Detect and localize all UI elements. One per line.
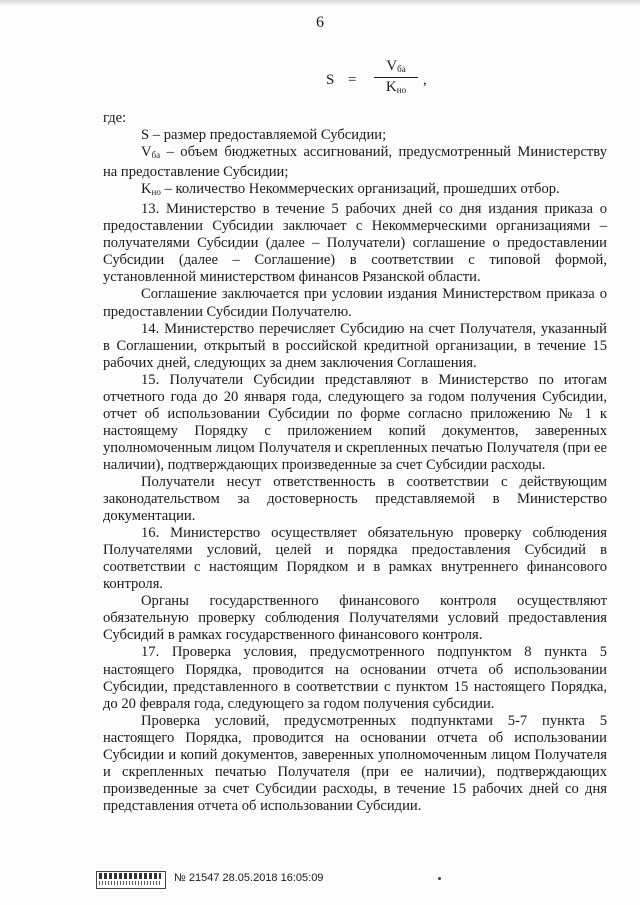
k-subscript: но	[151, 187, 161, 198]
paragraph-16-continued: Органы государственного финансового контроля осуществляют обязательную проверку соблюдения Получателями условий предоставления Субсидий в рамках государственного финансового контроля.	[103, 593, 607, 644]
scan-edge	[0, 0, 640, 6]
k-letter: K	[141, 181, 152, 198]
paragraph-14: 14. Министерство перечисляет Субсидию на счет Получателя, указанный в Соглашении, открытый в российской кредитной организации, в течение 15 рабочих дней, следующих за днем заключения Соглашения.	[103, 320, 607, 371]
v-letter: V	[141, 144, 152, 161]
formula-fraction	[374, 58, 418, 97]
denominator-letter: K	[385, 79, 397, 95]
body-text	[103, 110, 607, 815]
paragraph-16: 16. Министерство осуществляет обязательную проверку соблюдения Получателями условий, целей и порядка предоставления Субсидий в соответствии с настоящим Порядком и в рамках внутреннего финансового контроля.	[103, 525, 607, 593]
paragraph-s-definition: S – размер предоставляемой Субсидии;	[141, 127, 387, 144]
paragraph-v-definition	[103, 144, 607, 181]
page-number: 6	[316, 14, 324, 31]
formula-equals: =	[348, 72, 357, 88]
denominator-subscript: но	[396, 85, 407, 95]
v-definition-text: – объем бюджетных ассигнований, предусмотренный Министерству на предоставление Субсидии;	[103, 144, 607, 181]
paragraph-15-continued: Получатели несут ответственность в соответствии с действующим законодательством за достоверность представляемой в Министерство документации.	[103, 473, 607, 525]
paragraph-17: 17. Проверка условия, предусмотренного подпунктом 8 пункта 5 настоящего Порядка, проводится на основании отчета об использовании Субсидии, представленного в соответствии с пунктом 15 настоящего Порядка, до 20 февраля года, следующего за годом получения субсидии.	[103, 644, 607, 712]
v-subscript: ба	[151, 150, 161, 161]
paragraph-k-definition	[103, 181, 607, 201]
paragraph-where: где:	[103, 110, 127, 126]
formula-comma: ,	[423, 72, 427, 88]
subsidy-formula	[326, 58, 466, 104]
registration-stamp: № 21547 28.05.2018 16:05:09	[174, 872, 324, 884]
formula-denominator	[374, 78, 418, 97]
document-footer	[96, 871, 376, 889]
scan-speck	[438, 877, 441, 880]
formula-lhs: S	[326, 72, 335, 88]
paragraph-13-continued: Соглашение заключается при условии издания Министерством приказа о предоставлении Субсидии Получателю.	[103, 286, 607, 320]
paragraph-15: 15. Получатели Субсидии представляют в Министерство по итогам отчетного года до 20 января года, следующего за годом получения Субсидии, отчет об использовании Субсидии по форме согласно приложению № 1 к настоящему Порядку с приложением копий документов, заверенных уполномоченным лицом Получателя и скрепленных печатью Получателя (при ее наличии), подтверждающих произведенные за счет Субсидии расходы.	[103, 371, 607, 473]
paragraph-17-continued: Проверка условий, предусмотренных подпунктами 5-7 пункта 5 настоящего Порядка, проводится на основании отчета об использовании Субсидии и копий документов, заверенных уполномоченным лицом Получателя и скрепленных печатью Получателя (при ее наличии), подтверждающих произведенные за счет Субсидии расходы, в течение 15 рабочих дней со дня представления отчета об использовании Субсидии.	[103, 712, 607, 814]
k-definition-text: – количество Некоммерческих организаций, прошедших отбор.	[160, 181, 560, 198]
paragraph-13: 13. Министерство в течение 5 рабочих дней со дня издания приказа о предоставлении Субсидии заключает с Некоммерческими организациями – получателями Субсидии (далее – Получатели) соглашение о предоставлении Субсидии (далее – Соглашение) в соответствии с типовой формой, установленной министерством финансов Рязанской области.	[103, 201, 607, 286]
formula-numerator	[374, 58, 418, 78]
numerator-letter: V	[386, 58, 398, 74]
numerator-subscript: ба	[397, 64, 406, 74]
barcode-stamp-icon	[96, 871, 166, 889]
